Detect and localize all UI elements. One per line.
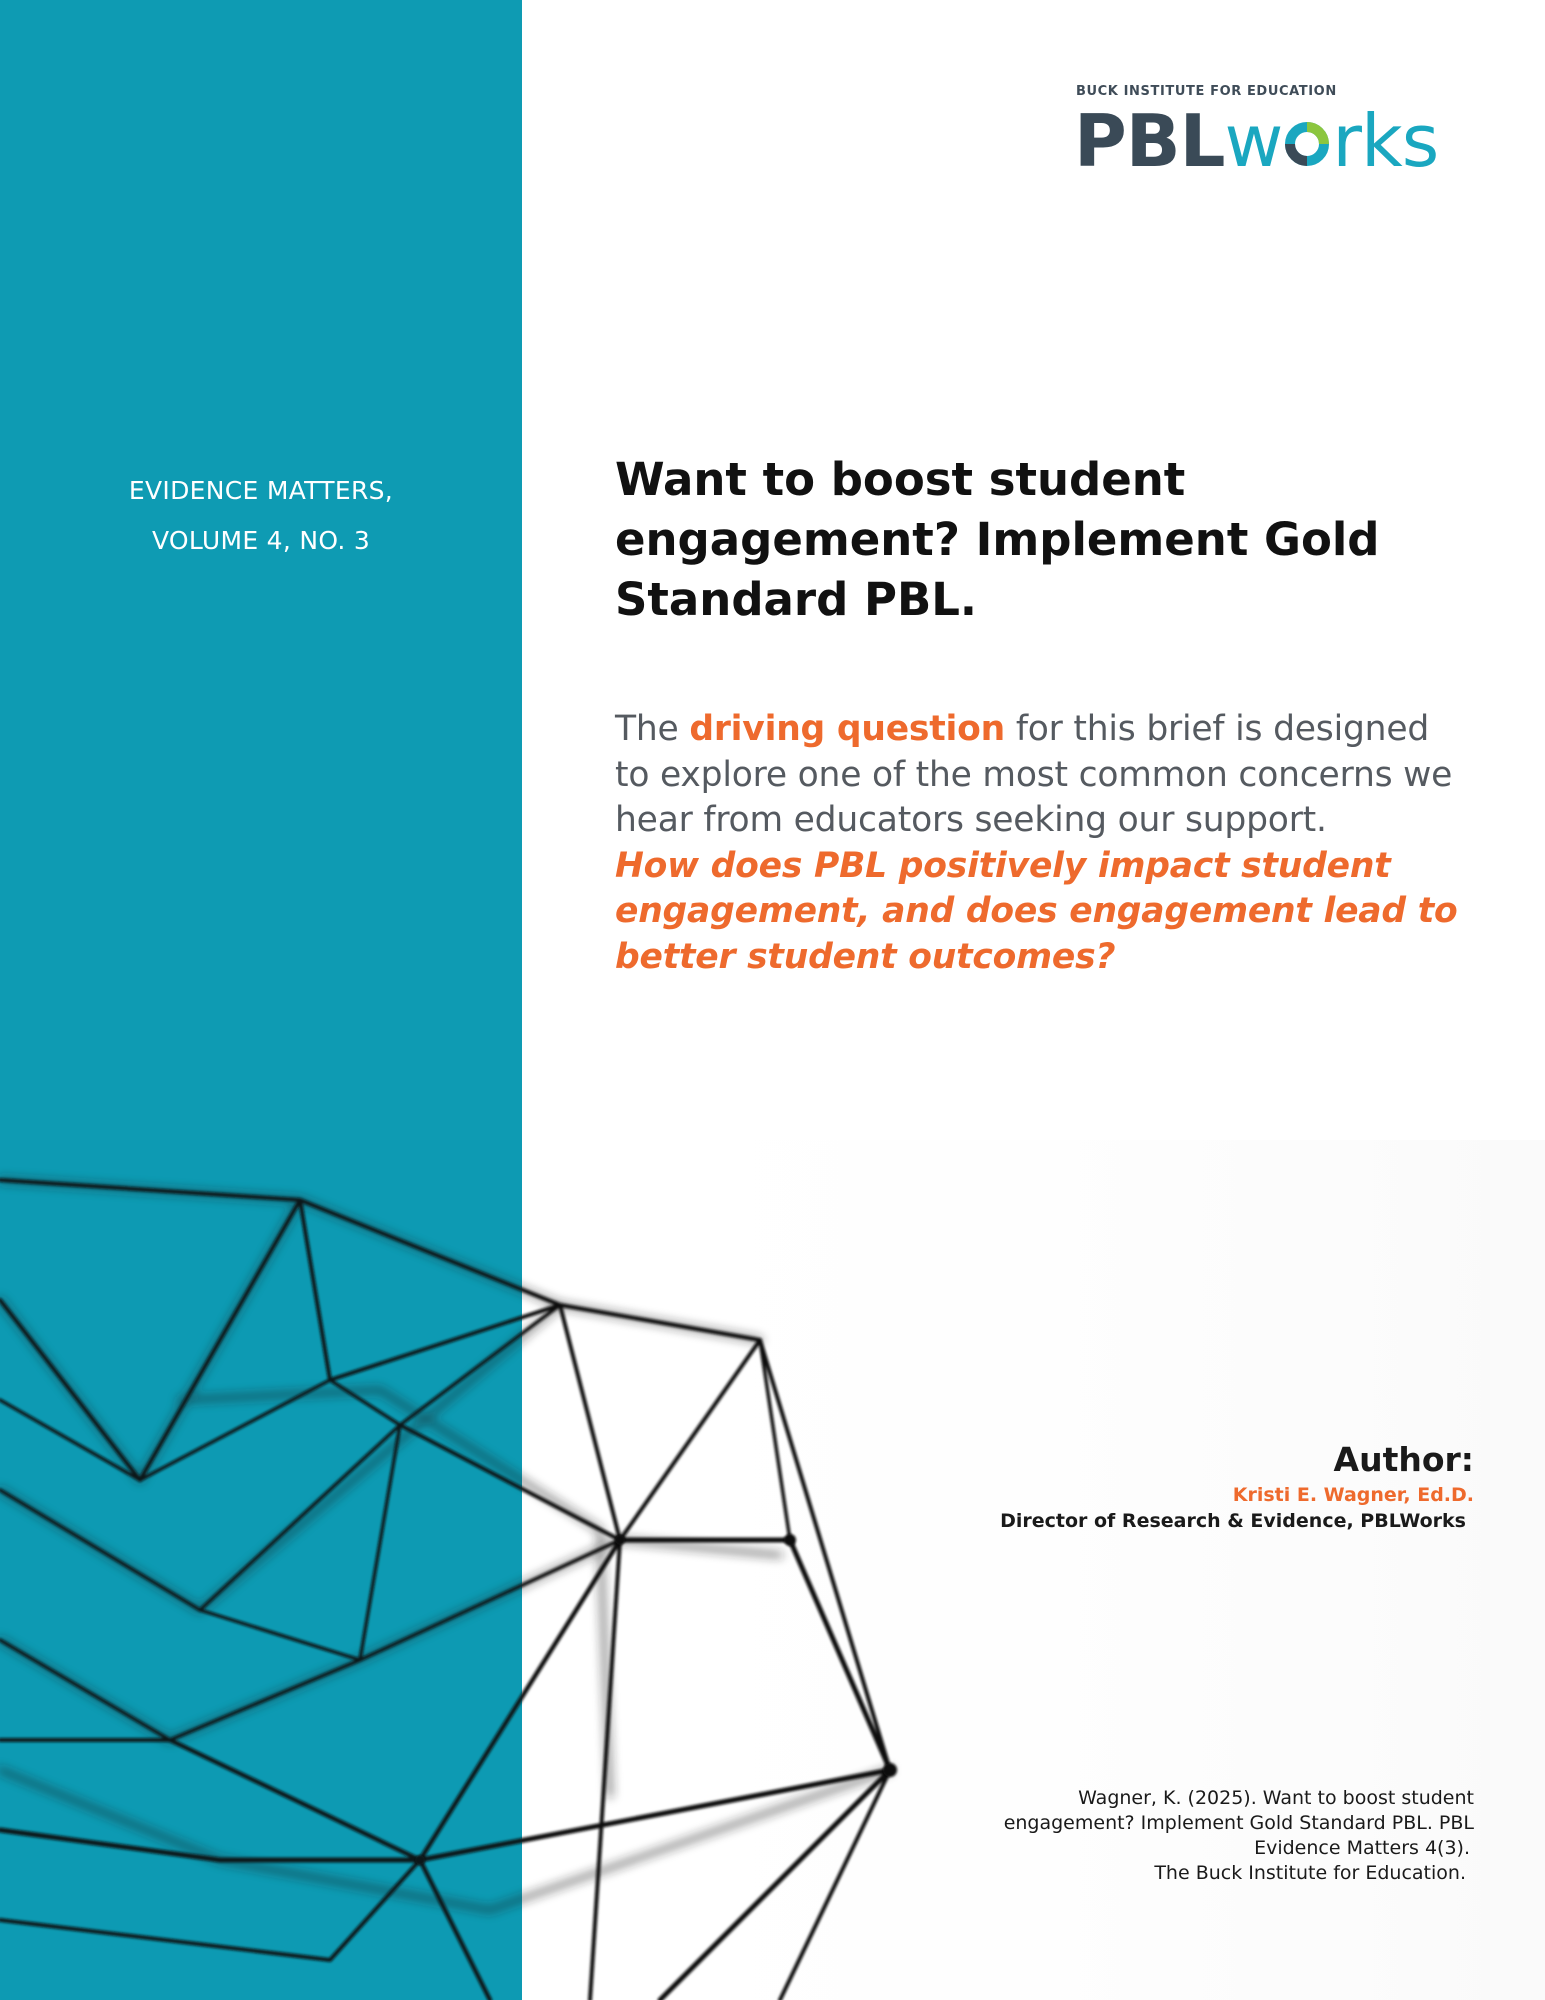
citation-line: The Buck Institute for Education. — [1154, 1862, 1466, 1884]
brief-title: Want to boost student engagement? Implement Gold Standard PBL. — [615, 453, 1380, 626]
volume-line-number: VOLUME 4, NO. 3 — [151, 526, 371, 555]
logo-wordmark — [1074, 98, 1438, 184]
logo-w-text: w — [1224, 99, 1283, 183]
author-role: Director of Research & Evidence, PBLWorks — [1000, 1510, 1466, 1532]
intro-text-post: for this brief is designed to explore one of the most common concerns we hear from educators seeking our support. — [615, 709, 1453, 840]
author-block — [774, 1438, 1474, 1534]
author-label: Author: — [1333, 1440, 1474, 1479]
driving-question-text: How does PBL positively impact student engagement, and does engagement lead to better student outcomes? — [615, 845, 1458, 977]
citation-line: Wagner, K. (2025). Want to boost student — [1078, 1787, 1474, 1809]
driving-question-highlight: driving question — [689, 709, 1006, 749]
logo-org-name: BUCK INSTITUTE FOR EDUCATION — [1076, 84, 1337, 99]
logo-ring-icon — [1283, 100, 1331, 148]
logo-rks-text: rks — [1332, 99, 1439, 183]
intro-paragraph — [615, 707, 1465, 980]
citation-block — [854, 1786, 1474, 1886]
citation-line: Evidence Matters 4(3). — [1254, 1837, 1470, 1859]
citation-line: engagement? Implement Gold Standard PBL. PBL — [1003, 1812, 1474, 1834]
pblworks-logo[interactable] — [1074, 80, 1474, 183]
logo-pbl-text: PBL — [1074, 99, 1225, 183]
volume-label — [0, 466, 522, 566]
volume-line-series: EVIDENCE MATTERS, — [128, 476, 394, 505]
author-name: Kristi E. Wagner, Ed.D. — [1232, 1484, 1474, 1506]
intro-text-pre: The — [615, 709, 690, 749]
